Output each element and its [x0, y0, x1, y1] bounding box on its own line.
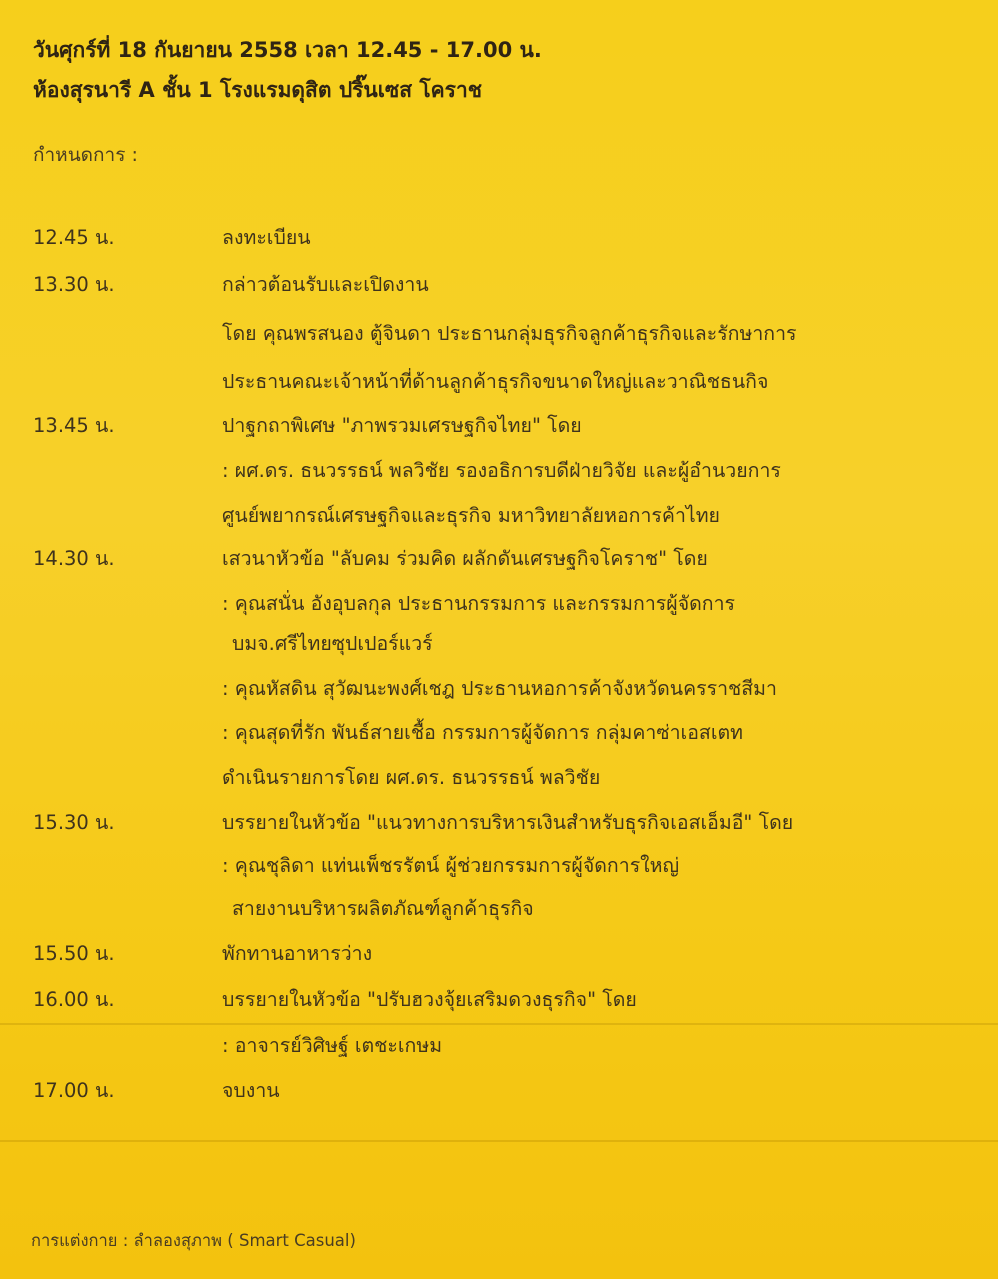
agenda-time: 15.50 น.: [33, 942, 115, 965]
agenda-item: ประธานคณะเจ้าหน้าที่ด้านลูกค้าธุรกิจขนาดใหญ่และวาณิชธนกิจ: [222, 370, 769, 393]
agenda-time: 12.45 น.: [33, 226, 115, 249]
agenda-item: : คุณสนั่น อังอุบลกุล ประธานกรรมการ และกรรมการผู้จัดการ: [222, 592, 736, 615]
agenda-item: ปาฐกถาพิเศษ "ภาพรวมเศรษฐกิจไทย" โดย: [222, 414, 582, 437]
event-venue: ห้องสุรนารี A ชั้น 1 โรงแรมดุสิต ปริ๊นเซส โคราช: [33, 78, 482, 102]
agenda-time: 13.45 น.: [33, 414, 115, 437]
agenda-item: เสวนาหัวข้อ "ลับคม ร่วมคิด ผลักดันเศรษฐกิจโคราช" โดย: [222, 547, 708, 570]
agenda-item: : คุณชุลิดา แท่นเพ็ชรรัตน์ ผู้ช่วยกรรมการผู้จัดการใหญ่: [222, 854, 680, 877]
agenda-item: บมจ.ศรีไทยซุปเปอร์แวร์: [232, 632, 433, 655]
agenda-item: จบงาน: [222, 1079, 280, 1102]
agenda-item: บรรยายในหัวข้อ "แนวทางการบริหารเงินสำหรับธุรกิจเอสเอ็มอี" โดย: [222, 811, 794, 834]
agenda-item: กล่าวต้อนรับและเปิดงาน: [222, 273, 429, 296]
event-header: [33, 30, 542, 110]
agenda-item: สายงานบริหารผลิตภัณฑ์ลูกค้าธุรกิจ: [232, 897, 534, 920]
agenda-time: 13.30 น.: [33, 273, 115, 296]
agenda-time: 15.30 น.: [33, 811, 115, 834]
agenda-time: 16.00 น.: [33, 988, 115, 1011]
schedule-label: กำหนดการ :: [33, 144, 138, 166]
agenda-time: 17.00 น.: [33, 1079, 115, 1102]
agenda-item: : คุณหัสดิน สุวัฒนะพงศ์เชฎ ประธานหอการค้าจังหวัดนครราชสีมา: [222, 677, 777, 700]
event-date-time: วันศุกร์ที่ 18 กันยายน 2558 เวลา 12.45 - 17.00 น.: [33, 38, 542, 62]
agenda-item: ศูนย์พยากรณ์เศรษฐกิจและธุรกิจ มหาวิทยาลัยหอการค้าไทย: [222, 504, 720, 527]
agenda-item: พักทานอาหารว่าง: [222, 942, 373, 965]
agenda-item: : อาจารย์วิศิษฐ์ เตชะเกษม: [222, 1034, 443, 1057]
dress-code: การแต่งกาย : ลำลองสุภาพ ( Smart Casual): [31, 1231, 356, 1250]
agenda-time: 14.30 น.: [33, 547, 115, 570]
agenda-item: ลงทะเบียน: [222, 226, 311, 249]
agenda-item: ดำเนินรายการโดย ผศ.ดร. ธนวรรธน์ พลวิชัย: [222, 766, 601, 789]
agenda-item: : ผศ.ดร. ธนวรรธน์ พลวิชัย รองอธิการบดีฝ่ายวิจัย และผู้อำนวยการ: [222, 459, 781, 482]
agenda-item: บรรยายในหัวข้อ "ปรับฮวงจุ้ยเสริมดวงธุรกิจ" โดย: [222, 988, 637, 1011]
agenda-item: โดย คุณพรสนอง ตู้จินดา ประธานกลุ่มธุรกิจลูกค้าธุรกิจและรักษาการ: [222, 322, 797, 345]
paper-fold-line: [0, 1140, 998, 1142]
agenda-item: : คุณสุดที่รัก พันธ์สายเชื้อ กรรมการผู้จัดการ กลุ่มคาซ่าเอสเตท: [222, 721, 744, 744]
paper-fold-line: [0, 1023, 998, 1025]
